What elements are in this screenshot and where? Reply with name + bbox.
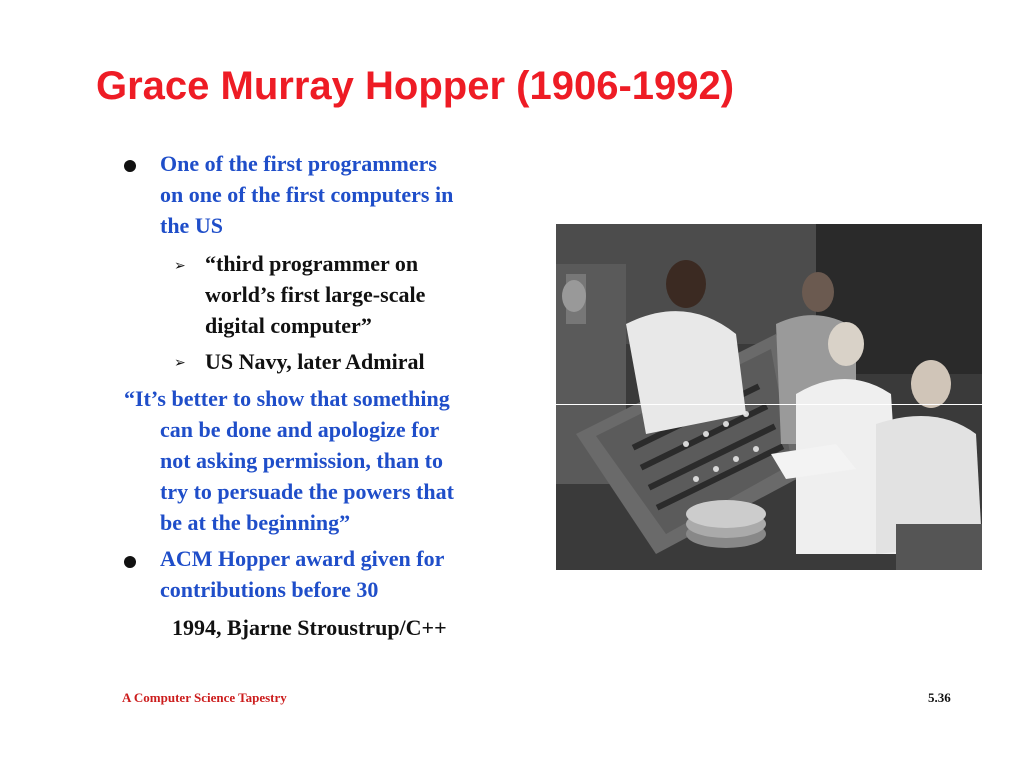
bullet-2-line-1: ACM Hopper award given for <box>160 546 445 571</box>
slide-number: 5.36 <box>928 690 951 705</box>
quote-line-4: try to persuade the powers that <box>160 479 454 504</box>
sub-bullet-1-line-2: world’s first large-scale <box>205 282 426 307</box>
bullet-1-line-1: One of the first programmers <box>160 151 437 176</box>
arrow-bullet-icon: ➢ <box>174 355 186 371</box>
quote-block <box>124 383 454 538</box>
award-example: 1994, Bjarne Stroustrup/C++ <box>172 615 447 640</box>
bullet-1-line-2: on one of the first computers in <box>160 182 454 207</box>
footer-left-text: A Computer Science Tapestry <box>122 690 287 705</box>
bullet-2-text <box>160 543 444 605</box>
quote-line-3: not asking permission, than to <box>160 448 444 473</box>
bullet-dot <box>124 556 136 568</box>
sub-bullet-1-line-3: digital computer” <box>205 313 372 338</box>
bullet-1-text <box>160 148 453 241</box>
bullet-1-line-3: the US <box>160 213 223 238</box>
slide-title: Grace Murray Hopper (1906-1992) <box>96 64 735 108</box>
bullet-2-line-2: contributions before 30 <box>160 577 379 602</box>
quote-line-5: be at the beginning” <box>160 510 351 535</box>
arrow-bullet-icon: ➢ <box>174 258 186 274</box>
sub-bullet-1 <box>205 248 425 341</box>
historical-computer-photo <box>556 224 982 570</box>
photo-divider-line <box>556 404 982 405</box>
bullet-dot <box>124 160 136 172</box>
photo-illustration <box>556 224 982 570</box>
sub-bullet-1-line-1: “third programmer on <box>205 251 419 276</box>
sub-bullet-2: US Navy, later Admiral <box>205 349 425 374</box>
quote-line-1: “It’s better to show that something <box>124 386 450 411</box>
quote-line-2: can be done and apologize for <box>160 417 440 442</box>
